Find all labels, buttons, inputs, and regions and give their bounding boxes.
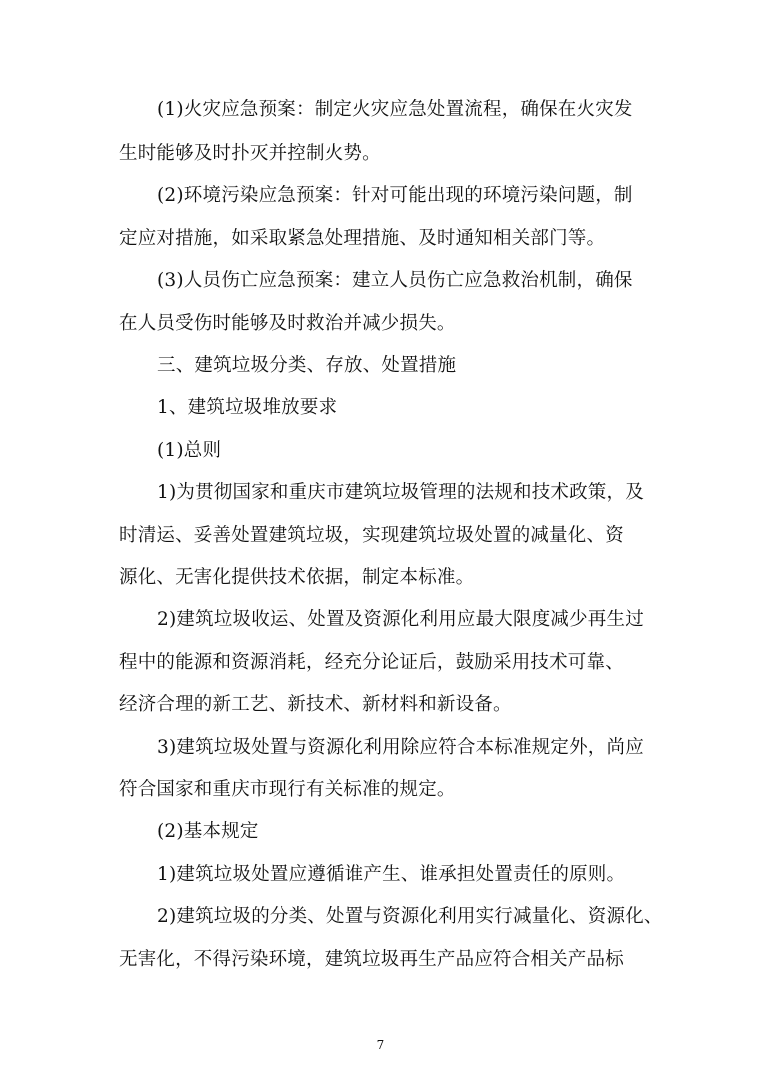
paragraph-principle-2-line-3: 经济合理的新工艺、新技术、新材料和新设备。 [119,694,512,715]
paragraph-principle-3-line-2: 符合国家和重庆市现行有关标准的规定。 [119,779,456,800]
paragraph-principle-2-line-2: 程中的能源和资源消耗，经充分论证后，鼓励采用技术可靠、 [119,652,624,673]
paragraph-injury-plan-line-2: 在人员受伤时能够及时救治并减少损失。 [119,313,456,334]
paragraph-principle-1-line-2: 时清运、妥善处置建筑垃圾，实现建筑垃圾处置的减量化、资 [119,525,624,546]
paragraph-principle-3-line-1: 3)建筑垃圾处置与资源化利用除应符合本标准规定外，尚应 [157,737,644,758]
paragraph-principle-1-line-1: 1)为贯彻国家和重庆市建筑垃圾管理的法规和技术政策，及 [157,482,644,503]
paragraph-fire-plan-line-2: 生时能够及时扑灭并控制火势。 [119,143,381,164]
paragraph-rule-1: 1)建筑垃圾处置应遵循谁产生、谁承担处置责任的原则。 [157,864,626,885]
section-heading-construction-waste: 三、建筑垃圾分类、存放、处置措施 [157,355,457,376]
paragraph-principle-2-line-1: 2)建筑垃圾收运、处置及资源化利用应最大限度减少再生过 [157,609,644,630]
paragraph-rule-2-line-1: 2)建筑垃圾的分类、处置与资源化利用实行减量化、资源化、 [157,906,663,927]
paragraph-principle-1-line-3: 源化、无害化提供技术依据，制定本标准。 [119,567,475,588]
subsection-heading-stacking-requirements: 1、建筑垃圾堆放要求 [157,397,338,418]
paragraph-pollution-plan-line-2: 定应对措施，如采取紧急处理措施、及时通知相关部门等。 [119,228,606,249]
page-number: 7 [376,1038,385,1052]
subheading-basic-rules: (2)基本规定 [157,821,259,842]
paragraph-rule-2-line-2: 无害化，不得污染环境，建筑垃圾再生产品应符合相关产品标 [119,949,624,970]
paragraph-pollution-plan-line-1: (2)环境污染应急预案：针对可能出现的环境污染问题，制 [157,185,633,206]
paragraph-injury-plan-line-1: (3)人员伤亡应急预案：建立人员伤亡应急救治机制，确保 [157,270,633,291]
subheading-general-principles: (1)总则 [157,440,222,461]
paragraph-fire-plan-line-1: (1)火灾应急预案：制定火灾应急处置流程，确保在火灾发 [157,99,633,120]
